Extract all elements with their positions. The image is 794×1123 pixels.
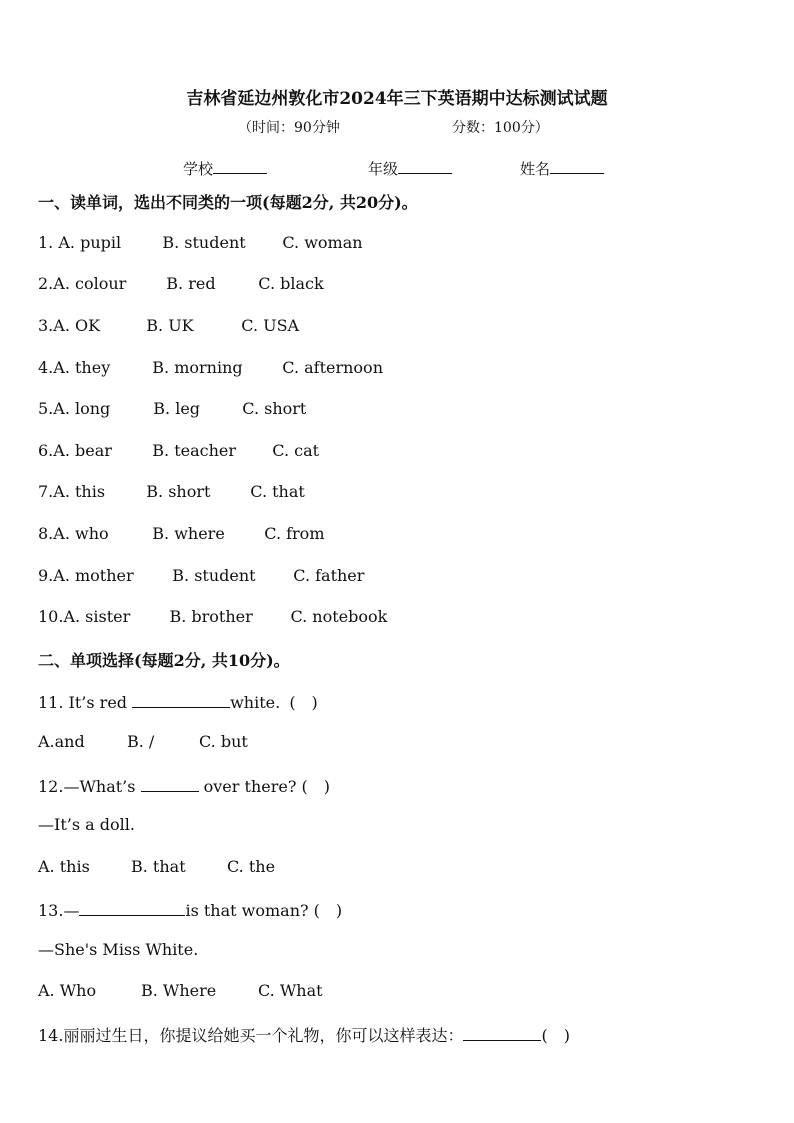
grade-label: 年级 xyxy=(368,160,399,178)
option-c: C. short xyxy=(242,399,307,418)
exam-title: 吉林省延边州敦化市2024年三下英语期中达标测试试题 xyxy=(186,89,608,109)
option-a: A. mother xyxy=(53,566,134,585)
question-10 xyxy=(38,607,387,626)
option-b: B. / xyxy=(127,732,155,751)
question-stem: 11. It’s red xyxy=(38,693,133,712)
answer-parentheses[interactable]: ( ) xyxy=(541,1026,570,1045)
question-stem-end: is that woman? xyxy=(185,901,309,920)
exam-time: （时间：90分钟 xyxy=(238,120,340,136)
section-2-heading: 二、单项选择(每题2分, 共10分)。 xyxy=(38,651,290,670)
question-12-options xyxy=(38,857,275,876)
name-label: 姓名 xyxy=(520,160,551,178)
option-b: B. brother xyxy=(169,607,253,626)
name-field xyxy=(520,158,604,179)
option-c: C. that xyxy=(250,482,305,501)
option-a: A. this xyxy=(53,482,106,501)
question-6 xyxy=(38,441,319,460)
answer-blank[interactable] xyxy=(132,693,230,708)
question-number: 2. xyxy=(38,274,54,293)
option-a: A. pupil xyxy=(58,233,122,252)
option-c: C. black xyxy=(258,274,324,293)
option-b: B. red xyxy=(166,274,216,293)
question-12-reply: —It’s a doll. xyxy=(38,815,135,834)
option-a: A. OK xyxy=(53,316,101,335)
question-11 xyxy=(38,690,318,713)
question-12 xyxy=(38,774,330,797)
answer-parentheses[interactable]: ( ) xyxy=(313,901,343,920)
question-number: 4. xyxy=(38,358,54,377)
option-b: B. teacher xyxy=(152,441,237,460)
question-number: 9. xyxy=(38,566,54,585)
question-number: 8. xyxy=(38,524,54,543)
option-a: A. who xyxy=(53,524,109,543)
option-c: C. father xyxy=(293,566,365,585)
question-9 xyxy=(38,566,364,585)
question-stem-end: over there? xyxy=(198,777,297,796)
question-number: 1. xyxy=(38,233,59,252)
option-c: C. from xyxy=(264,524,325,543)
answer-parentheses[interactable]: ( ) xyxy=(301,777,330,796)
answer-blank[interactable] xyxy=(141,777,199,792)
question-stem: 14.丽丽过生日，你提议给她买一个礼物，你可以这样表达： xyxy=(38,1026,464,1045)
option-a: A.and xyxy=(38,732,85,751)
option-c: C. USA xyxy=(241,316,300,335)
option-c: C. afternoon xyxy=(282,358,383,377)
option-c: C. but xyxy=(199,732,248,751)
option-a: A. sister xyxy=(63,607,131,626)
option-a: A. colour xyxy=(53,274,127,293)
question-11-options xyxy=(38,732,248,751)
question-1 xyxy=(38,233,363,252)
question-14 xyxy=(38,1023,570,1046)
section-1-heading: 一、读单词，选出不同类的一项(每题2分, 共20分)。 xyxy=(38,193,418,212)
question-8 xyxy=(38,524,324,543)
question-7 xyxy=(38,482,305,501)
option-a: A. they xyxy=(53,358,111,377)
option-a: A. this xyxy=(38,857,90,876)
option-b: B. student xyxy=(162,233,246,252)
question-number: 7. xyxy=(38,482,54,501)
question-13-options xyxy=(38,981,323,1000)
question-stem-end: white. xyxy=(230,693,281,712)
answer-blank[interactable] xyxy=(463,1026,541,1041)
exam-score: 分数：100分） xyxy=(452,120,549,136)
question-stem: 13.— xyxy=(38,901,80,920)
question-2 xyxy=(38,274,324,293)
question-3 xyxy=(38,316,299,335)
option-a: A. Who xyxy=(38,981,97,1000)
school-blank[interactable] xyxy=(213,159,267,174)
option-c: C. the xyxy=(227,857,276,876)
option-b: B. morning xyxy=(152,358,243,377)
answer-blank[interactable] xyxy=(79,901,185,916)
question-4 xyxy=(38,358,383,377)
option-a: A. long xyxy=(53,399,111,418)
school-field xyxy=(183,158,267,179)
question-5 xyxy=(38,399,306,418)
question-stem: 12.—What’s xyxy=(38,777,141,796)
option-b: B. Where xyxy=(141,981,217,1000)
option-b: B. leg xyxy=(153,399,201,418)
question-number: 3. xyxy=(38,316,54,335)
answer-parentheses[interactable]: ( ) xyxy=(289,693,318,712)
question-number: 10. xyxy=(38,607,64,626)
grade-field xyxy=(368,158,452,179)
option-b: B. that xyxy=(131,857,186,876)
grade-blank[interactable] xyxy=(398,159,452,174)
question-13 xyxy=(38,898,342,921)
option-c: C. woman xyxy=(282,233,363,252)
option-b: B. short xyxy=(146,482,211,501)
option-b: B. UK xyxy=(146,316,194,335)
option-c: C. cat xyxy=(272,441,320,460)
question-13-reply: —She's Miss White. xyxy=(38,940,199,959)
name-blank[interactable] xyxy=(550,159,604,174)
question-number: 6. xyxy=(38,441,54,460)
option-c: C. notebook xyxy=(290,607,388,626)
school-label: 学校 xyxy=(183,160,214,178)
option-a: A. bear xyxy=(53,441,112,460)
option-b: B. where xyxy=(152,524,225,543)
option-c: C. What xyxy=(258,981,323,1000)
option-b: B. student xyxy=(172,566,256,585)
question-number: 5. xyxy=(38,399,54,418)
